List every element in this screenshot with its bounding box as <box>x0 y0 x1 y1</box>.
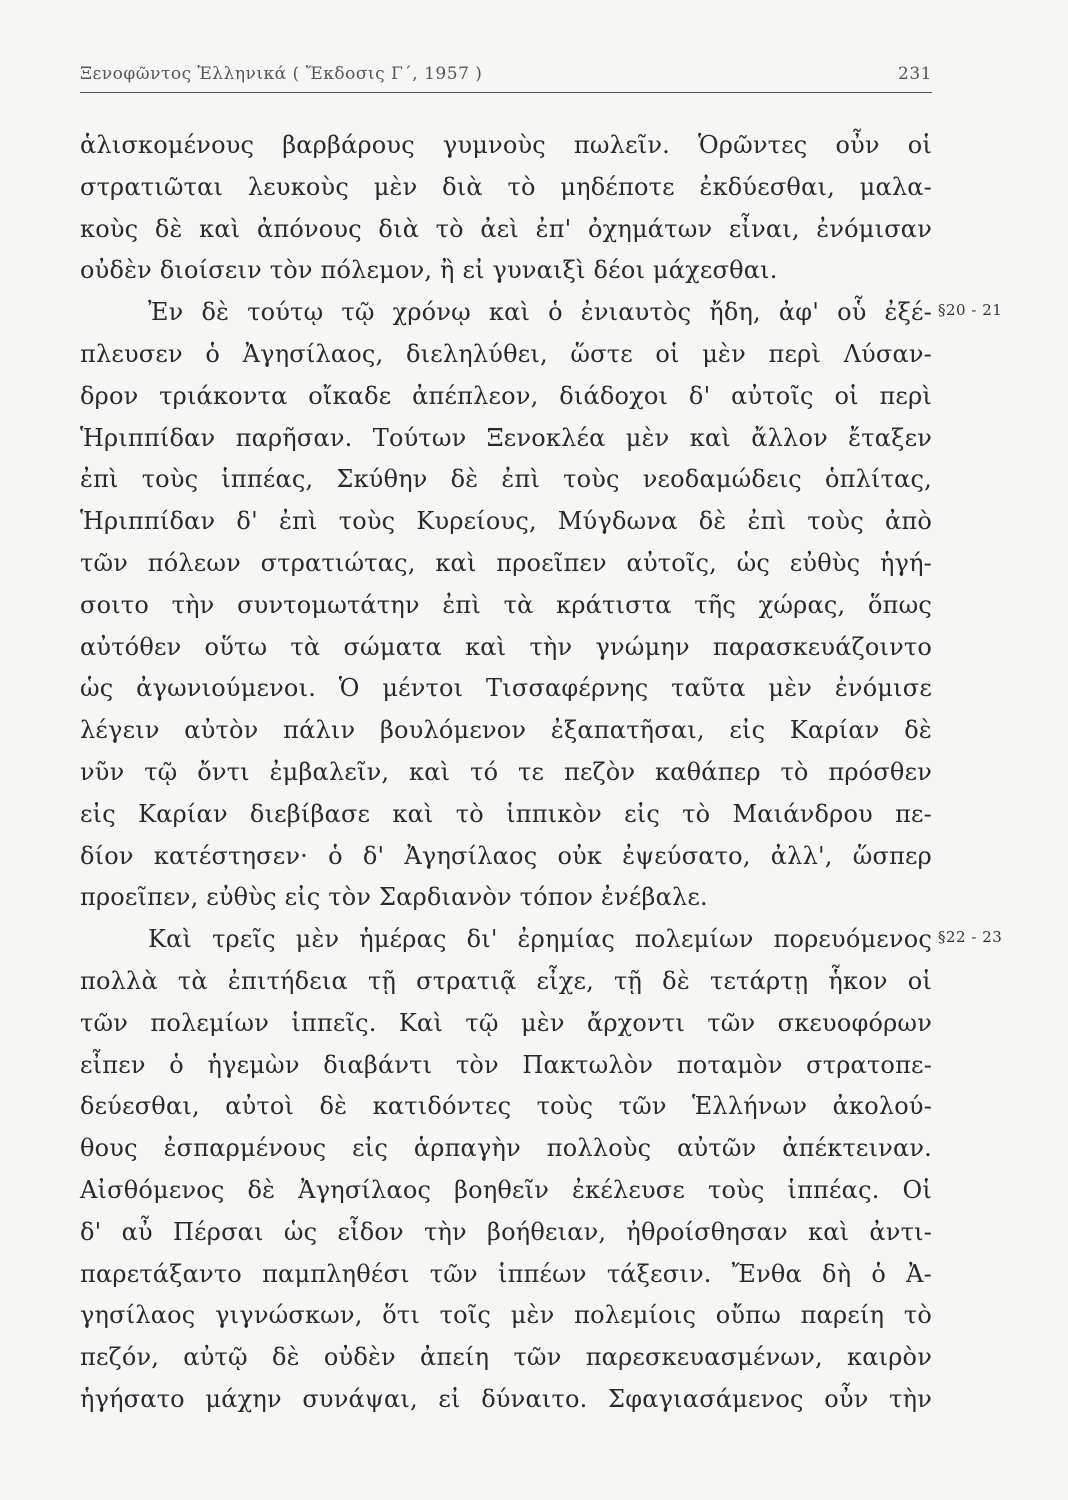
text-line: νῦν τῷ ὄντι ἐμβαλεῖν, καὶ τό τε πεζὸν καθάπερ τὸ πρόσθεν <box>80 757 932 786</box>
text-line: Ἐν δὲ τούτῳ τῷ χρόνῳ καὶ ὁ ἐνιαυτὸς ἤδη, ἀφ' οὗ ἐξέ- <box>148 298 932 327</box>
text-line: ἡγήσατο μάχην συνάψαι, εἰ δύναιτο. Σφαγιασάμενος οὖν τὴν <box>80 1384 932 1413</box>
text-line: εἶπεν ὁ ἡγεμὼν διαβάντι τὸν Πακτωλὸν ποταμὸν στρατοπε- <box>80 1050 932 1079</box>
text-line: πλευσεν ὁ Ἀγησίλαος, διεληλύθει, ὥστε οἱ μὲν περὶ Λύσαν- <box>80 339 932 368</box>
text-line: δρον τριάκοντα οἴκαδε ἀπέπλεον, διάδοχοι δ' αὐτοῖς οἱ περὶ <box>80 381 932 410</box>
page-number: 231 <box>898 64 932 84</box>
text-line: τῶν πολεμίων ἱππεῖς. Καὶ τῷ μὲν ἄρχοντι τῶν σκευοφόρων <box>80 1008 932 1037</box>
text-line: πολλὰ τὰ ἐπιτήδεια τῇ στρατιᾷ εἶχε, τῇ δὲ τετάρτῃ ἧκον οἱ <box>80 966 932 995</box>
text-line: τῶν πόλεων στρατιώτας, καὶ προεῖπεν αὐτοῖς, ὡς εὐθὺς ἡγή- <box>80 548 932 577</box>
text-line: αὐτόθεν οὕτω τὰ σώματα καὶ τὴν γνώμην παρασκευάζοιντο <box>80 632 932 661</box>
text-line: εἰς Καρίαν διεβίβασε καὶ τὸ ἱππικὸν εἰς τὸ Μαιάνδρου πε- <box>80 799 932 828</box>
text-line: δ' αὖ Πέρσαι ὡς εἶδον τὴν βοήθειαν, ἠθροίσθησαν καὶ ἀντι- <box>80 1217 932 1246</box>
text-line: ἐπὶ τοὺς ἱππέας, Σκύθην δὲ ἐπὶ τοὺς νεοδαμώδεις ὁπλίτας, <box>80 465 932 494</box>
header-rule <box>80 92 932 93</box>
text-line: Αἰσθόμενος δὲ Ἀγησίλαος βοηθεῖν ἐκέλευσε τοὺς ἱππέας. Οἱ <box>80 1175 932 1204</box>
text-line: θους ἐσπαρμένους εἰς ἁρπαγὴν πολλοὺς αὐτῶν ἀπέκτειναν. <box>80 1134 932 1163</box>
margin-note-section: §22 - 23 <box>938 928 1003 946</box>
text-line: Καὶ τρεῖς μὲν ἡμέρας δι' ἐρημίας πολεμίων πορευόμενος <box>148 925 932 954</box>
text-line: ὡς ἀγωνιούμενοι. Ὁ μέντοι Τισσαφέρνης ταῦτα μὲν ἐνόμισε <box>80 674 932 703</box>
text-line: σοιτο τὴν συντομωτάτην ἐπὶ τὰ κράτιστα τῆς χώρας, ὅπως <box>80 590 932 619</box>
running-head-title: Ξενοφῶντος Ἑλληνικά ( Ἔκδοσις Γ΄, 1957 ) <box>80 64 483 84</box>
text-line: στρατιῶται λευκοὺς μὲν διὰ τὸ μηδέποτε ἐκδύεσθαι, μαλα- <box>80 172 932 201</box>
text-line: οὐδὲν διοίσειν τὸν πόλεμον, ἢ εἰ γυναιξὶ δέοι μάχεσθαι. <box>80 256 778 285</box>
text-line: πεζόν, αὐτῷ δὲ οὐδὲν ἀπείη τῶν παρεσκευασμένων, καιρὸν <box>80 1343 932 1372</box>
text-line: δίον κατέστησεν· ὁ δ' Ἀγησίλαος οὐκ ἐψεύσατο, ἀλλ', ὥσπερ <box>80 841 932 870</box>
text-line: γησίλαος γιγνώσκων, ὅτι τοῖς μὲν πολεμίοις οὔπω παρείη τὸ <box>80 1301 932 1330</box>
text-line: ἁλισκομένους βαρβάρους γυμνοὺς πωλεῖν. Ὁρῶντες οὖν οἱ <box>80 131 932 159</box>
text-line: παρετάξαντο παμπληθέσι τῶν ἱππέων τάξεσιν. Ἔνθα δὴ ὁ Ἀ- <box>80 1259 932 1288</box>
text-line: Ἡριππίδαν δ' ἐπὶ τοὺς Κυρείους, Μύγδωνα δὲ ἐπὶ τοὺς ἀπὸ <box>80 507 932 536</box>
text-line: κοὺς δὲ καὶ ἀπόνους διὰ τὸ ἀεὶ ἐπ' ὀχημάτων εἶναι, ἐνόμισαν <box>80 214 932 243</box>
margin-note-section: §20 - 21 <box>938 301 1003 319</box>
text-line: προεῖπεν, εὐθὺς εἰς τὸν Σαρδιανὸν τόπον ἐνέβαλε. <box>80 883 708 912</box>
text-line: δεύεσθαι, αὐτοὶ δὲ κατιδόντες τοὺς τῶν Ἑλλήνων ἀκολού- <box>80 1092 932 1121</box>
text-line: Ἡριππίδαν παρῆσαν. Τούτων Ξενοκλέα μὲν καὶ ἄλλον ἔταξεν <box>80 423 932 452</box>
running-head <box>80 64 932 90</box>
text-line: λέγειν αὐτὸν πάλιν βουλόμενον ἐξαπατῆσαι, εἰς Καρίαν δὲ <box>80 716 932 745</box>
body-text <box>80 125 932 1421</box>
